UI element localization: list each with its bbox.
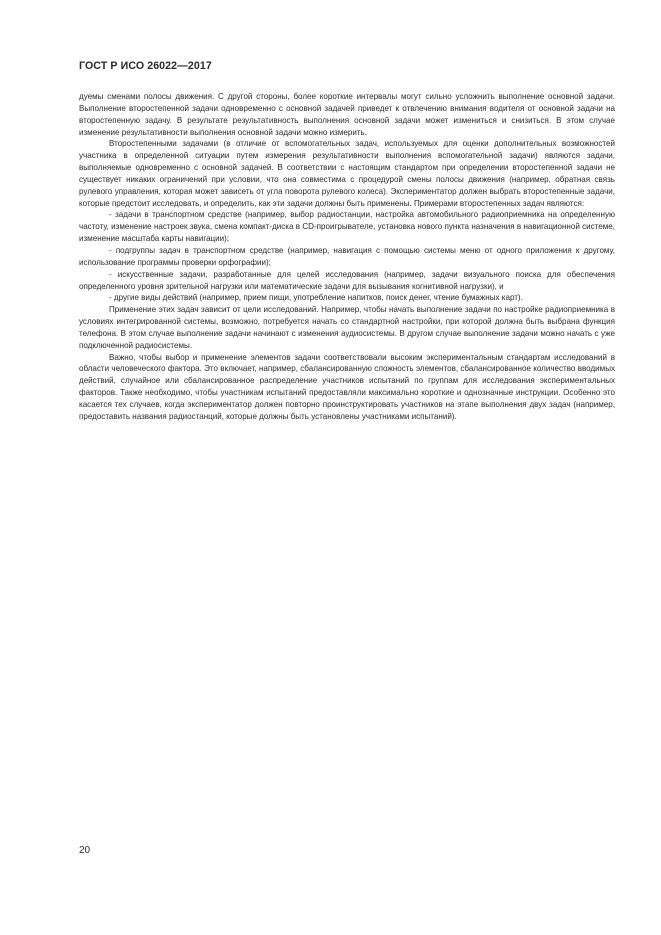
paragraph: Второстепенными задачами (в отличие от вспомогательных задач, используемых для оценки дополнительных возможностей участника в определенной ситуации путем измерения результативности выполнения вспомогательной задачи) являются задачи, выполняемые одновременно с основной задачей. В соответствии с настоящим стандартом при определении второстепенной задачи не существует никаких ограничений при условии, что она совместима с процедурой смены полосы движения (например, обратная связь рулевого управления, которая может зависеть от угла поворота рулевого колеса). Экспериментатор должен выбрать второстепенные задачи, которые предстоит исследовать, и определить, как эти задачи должны быть применены. Примерами второстепенных задач являются: [79,139,615,208]
page-number: 20 [79,845,91,856]
list-item: - искусственные задачи, разработанные для целей исследования (например, задачи визуального поиска для обеспечения определенного уровня зрительной нагрузки или математические задачи для вызывания когнитивной нагрузки), и [79,269,615,291]
list-item: - задачи в транспортном средстве (например, выбор радиостанции, настройка автомобильного радиоприемника на определенную частоту, изменение настроек звука, смена компакт-диска в CD-проигрывателе, установка нового пункта назначения в навигационной системе, изменение масштаба карты навигации); [79,210,615,244]
document-body [79,91,615,423]
paragraph: дуемы сменами полосы движения. С другой стороны, более короткие интервалы могут сильно усложнить выполнение основной задачи. Выполнение второстепенной задачи одновременно с основной задачей приведет к отвлечению внимания водителя от основной задачи на второстепенную задачу. В результате результативность выполнения основной задачи может измениться и снизиться. В этом случае изменение результативности выполнения основной задачи можно измерить. [79,92,615,137]
list-item: - подгруппы задач в транспортном средстве (например, навигация с помощью системы меню от одного приложения к другому, использование программы проверки орфографии); [79,245,615,267]
list-item: - другие виды действий (например, прием пищи, употребление напитков, поиск денег, чтение бумажных карт). [109,293,523,303]
paragraph: Применение этих задач зависит от цели исследований. Например, чтобы начать выполнение задачи по настройке радиоприемника в условиях интегрированной системы, возможно, потребуется начать со стандартной настройки, при которой должна быть выбрана функция телефона. В этом случае выполнение задачи начинают с изменения аудиосистемы. В другом случае выполнение задачи можно начать с уже подключенной радиосистемы. [79,305,615,350]
document-header: ГОСТ Р ИСО 26022—2017 [79,60,212,72]
paragraph: Важно, чтобы выбор и применение элементов задачи соответствовали высоким экспериментальным стандартам исследований в области человеческого фактора. Это включает, например, сбалансированную сложность элементов, сбалансированное количество вводимых действий, случайное или сбалансированное распределение участников испытаний по группам для исследования экспериментальных факторов. Также необходимо, чтобы участникам испытаний предоставляли максимально короткие и однозначные инструкции. Особенно это касается тех случаев, когда экспериментатор должен повторно проинструктировать участников на этапе выполнения двух задач (например, предоставить названия радиостанций, которые должны быть установлены участниками испытаний). [79,352,615,421]
